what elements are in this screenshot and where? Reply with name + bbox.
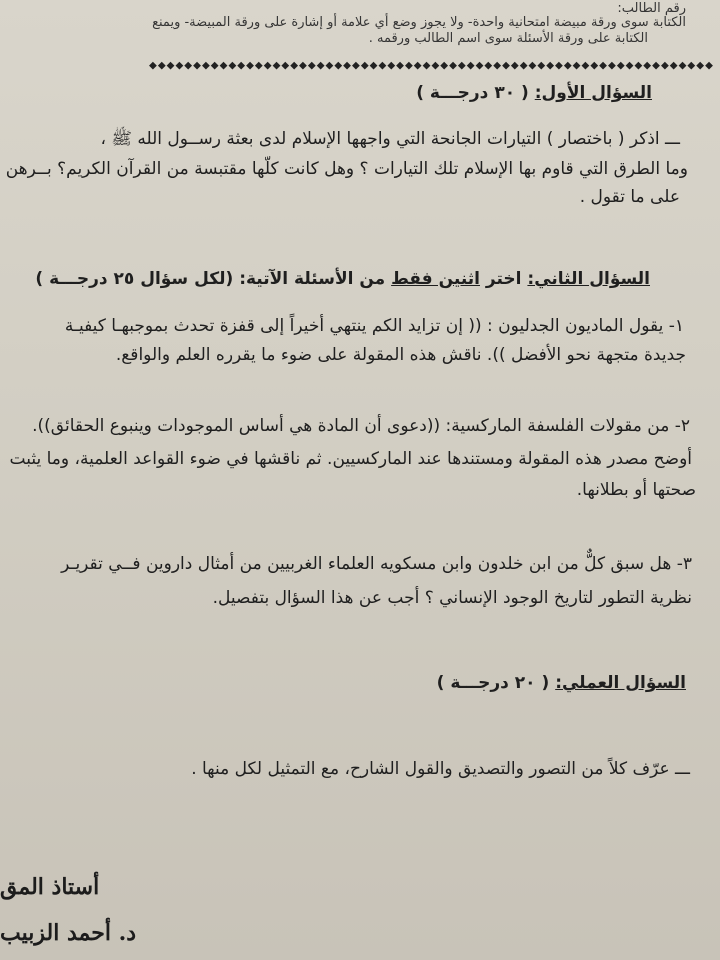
signature-line-1: أستاذ المق [0, 874, 100, 900]
question-1-header [416, 84, 652, 103]
practical-question-header [437, 674, 686, 693]
question-2-intro-prefix: اختر [479, 269, 522, 289]
question-2-item-2-line: أوضح مصدر هذه المقولة ومستندها عند الماركسيين. ثم ناقشها في ضوء القواعد العلمية، وما يثبت [9, 449, 692, 469]
question-2-item-2-line: ٢- من مقولات الفلسفة الماركسية: ((دعوى أن المادة هي أساس الموجودات وينبوع الحقائق)). [32, 416, 690, 436]
question-1-title: السؤال الأول: [534, 83, 652, 103]
student-number-label: رقم الطالب: [617, 1, 686, 16]
question-2-intro-suffix: من الأسئلة الآتية: (لكل سؤال ٢٥ درجـــة ) [35, 269, 392, 289]
signature-line-2: د. أحمد الزبيب [0, 920, 137, 946]
question-2-item-3-line: نظرية التطور لتاريخ الوجود الإنساني ؟ أجب عن هذا السؤال بتفصيل. [212, 588, 692, 608]
exam-instructions-line: الكتابة سوى ورقة مبيضة امتحانية واحدة- ولا يجوز وضع أي علامة أو إشارة على ورقة المبيضة- ويمنع [152, 15, 686, 30]
dotted-separator: ◆◆◆◆◆◆◆◆◆◆◆◆◆◆◆◆◆◆◆◆◆◆◆◆◆◆◆◆◆◆◆◆◆◆◆◆◆◆◆◆◆◆◆◆◆◆◆◆◆◆◆◆◆◆◆◆◆◆◆◆◆◆◆◆ [149, 58, 714, 73]
practical-question-title: السؤال العملي: [555, 673, 686, 693]
question-1-text-line: وما الطرق التي قاوم بها الإسلام تلك التيارات ؟ وهل كانت كلّها مقتبسة من القرآن الكريم؟ بــرهن [5, 159, 688, 179]
question-2-intro-emphasis: اثنين فقط [391, 269, 480, 289]
practical-question-text-line: ـــ عرّف كلاً من التصور والتصديق والقول الشارح، مع التمثيل لكل منها . [191, 759, 690, 779]
question-2-item-2-line: صحتها أو بطلانها. [576, 480, 696, 500]
question-1-text-line: على ما تقول . [579, 187, 680, 207]
practical-question-points: ( ٢٠ درجـــة ) [436, 673, 550, 693]
exam-instructions-line: الكتابة على ورقة الأسئلة سوى اسم الطالب ورقمه . [368, 31, 648, 46]
question-2-item-1-line: ١- يقول الماديون الجدليون : (( إن تزايد الكم ينتهي أخيراً إلى قفزة تحدث بموجبهـا كيفيـة [64, 316, 684, 336]
question-1-points: ( ٣٠ درجـــة ) [416, 83, 529, 103]
question-2-item-1-line: جديدة متجهة نحو الأفضل )). ناقش هذه المقولة على ضوء ما يقرره العلم والواقع. [115, 345, 686, 365]
question-1-text-line: ـــ اذكر ( باختصار ) التيارات الجانحة التي واجهها الإسلام لدى بعثة رســول الله ﷺ ، [100, 129, 680, 149]
question-2-header [35, 270, 650, 289]
question-2-title: السؤال الثاني: [527, 269, 650, 289]
question-2-item-3-line: ٣- هل سبق كلٌّ من ابن خلدون وابن مسكويه العلماء الغربيين من أمثال داروين فــي تقريـر [61, 554, 692, 574]
